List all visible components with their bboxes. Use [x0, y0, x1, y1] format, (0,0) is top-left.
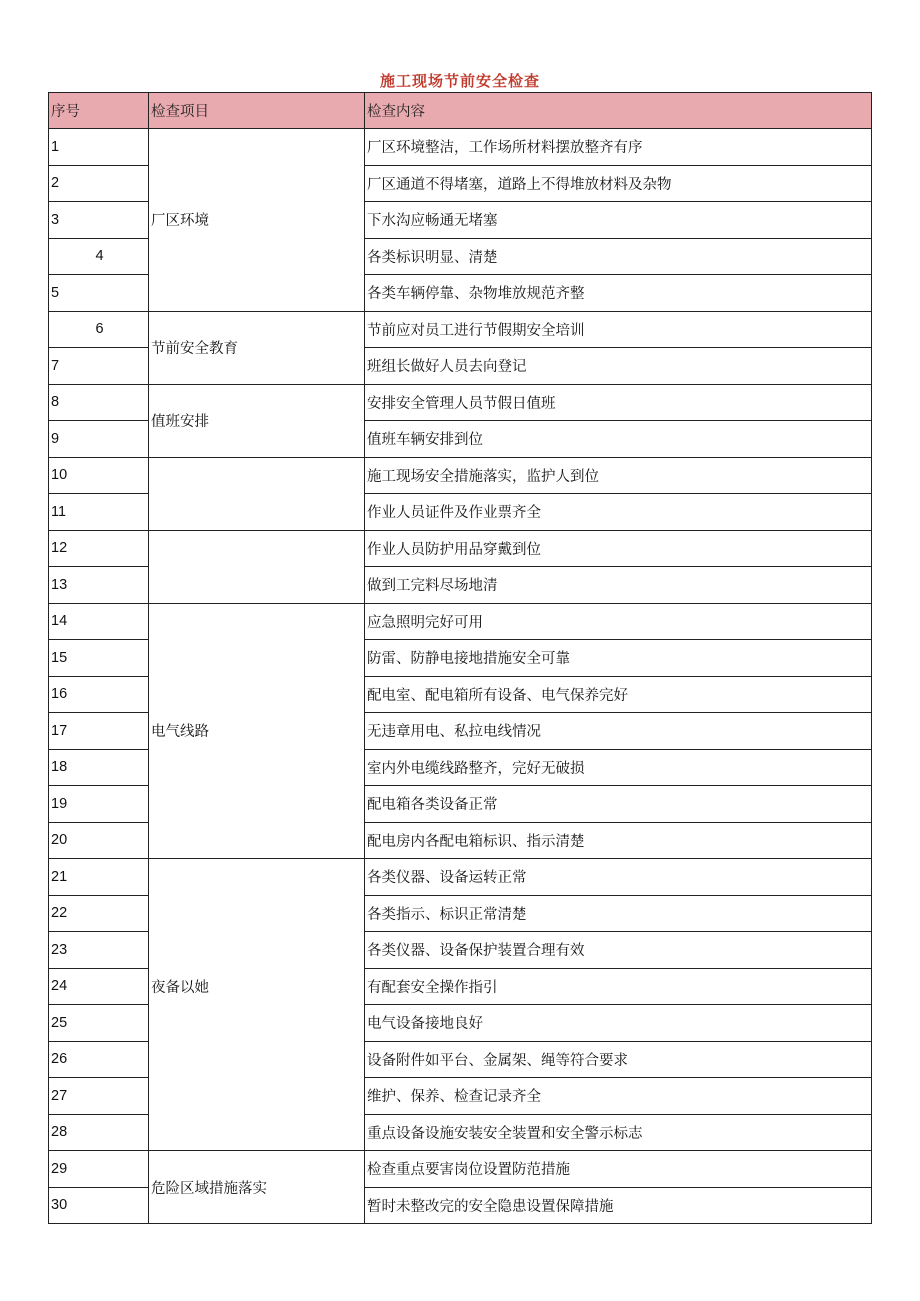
row-no: 2: [49, 165, 149, 202]
header-content: 检查内容: [365, 93, 872, 129]
group-site-blank-b: [149, 530, 365, 603]
row-content: 下水沟应畅通无堵塞: [365, 202, 872, 239]
row-no: 15: [49, 640, 149, 677]
group-factory-env: 厂区环境: [149, 129, 365, 312]
row-no: 29: [49, 1151, 149, 1188]
group-duty: 值班安排: [149, 384, 365, 457]
row-content: 室内外电缆线路整齐，完好无破损: [365, 749, 872, 786]
row-no: 6: [49, 311, 149, 348]
row-no: 19: [49, 786, 149, 823]
row-no: 17: [49, 713, 149, 750]
document-title: 施工现场节前安全检查: [379, 72, 540, 90]
row-no: 16: [49, 676, 149, 713]
row-content: 节前应对员工进行节假期安全培训: [365, 311, 872, 348]
row-content: 安排安全管理人员节假日值班: [365, 384, 872, 421]
row-content: 配电房内各配电箱标识、指示清楚: [365, 822, 872, 859]
row-no: 10: [49, 457, 149, 494]
group-electric: 电气线路: [149, 603, 365, 859]
row-content: 班组长做好人员去向登记: [365, 348, 872, 385]
row-no: 5: [49, 275, 149, 312]
row-no: 22: [49, 895, 149, 932]
row-content: 作业人员证件及作业票齐全: [365, 494, 872, 531]
table-row: [49, 859, 872, 896]
row-content: 厂区通道不得堵塞，道路上不得堆放材料及杂物: [365, 165, 872, 202]
header-no: 序号: [49, 93, 149, 129]
row-no: 30: [49, 1187, 149, 1224]
table-row: [49, 384, 872, 421]
row-content: 无违章用电、私拉电线情况: [365, 713, 872, 750]
row-no: 8: [49, 384, 149, 421]
table-row: [49, 129, 872, 166]
row-content: 重点设备设施安装安全装置和安全警示标志: [365, 1114, 872, 1151]
row-content: 应急照明完好可用: [365, 603, 872, 640]
row-no: 26: [49, 1041, 149, 1078]
row-no: 13: [49, 567, 149, 604]
row-no: 1: [49, 129, 149, 166]
row-content: 各类标识明显、清楚: [365, 238, 872, 275]
row-content: 设备附件如平台、金属架、绳等符合要求: [365, 1041, 872, 1078]
row-content: 防雷、防静电接地措施安全可靠: [365, 640, 872, 677]
row-content: 电气设备接地良好: [365, 1005, 872, 1042]
row-no: 18: [49, 749, 149, 786]
row-no: 9: [49, 421, 149, 458]
row-no: 20: [49, 822, 149, 859]
row-no: 23: [49, 932, 149, 969]
row-content: 各类车辆停靠、杂物堆放规范齐整: [365, 275, 872, 312]
inspection-table: [48, 92, 872, 1224]
row-no: 4: [49, 238, 149, 275]
group-site-blank-a: [149, 457, 365, 530]
row-no: 3: [49, 202, 149, 239]
table-row: [49, 603, 872, 640]
row-no: 21: [49, 859, 149, 896]
row-content: 值班车辆安排到位: [365, 421, 872, 458]
row-content: 配电箱各类设备正常: [365, 786, 872, 823]
header-item: 检查项目: [149, 93, 365, 129]
row-content: 暂时未整改完的安全隐患设置保障措施: [365, 1187, 872, 1224]
row-no: 24: [49, 968, 149, 1005]
row-content: 作业人员防护用品穿戴到位: [365, 530, 872, 567]
table-row: [49, 457, 872, 494]
table-row: [49, 530, 872, 567]
group-pre-holiday-edu: 节前安全教育: [149, 311, 365, 384]
row-content: 各类指示、标识正常清楚: [365, 895, 872, 932]
row-no: 7: [49, 348, 149, 385]
row-content: 各类仪器、设备运转正常: [365, 859, 872, 896]
row-content: 施工现场安全措施落实，监护人到位: [365, 457, 872, 494]
row-content: 配电室、配电箱所有设备、电气保养完好: [365, 676, 872, 713]
row-no: 28: [49, 1114, 149, 1151]
row-content: 有配套安全操作指引: [365, 968, 872, 1005]
row-content: 做到工完料尽场地清: [365, 567, 872, 604]
group-equipment: [149, 859, 365, 1151]
group-equipment-label: 夜备以她: [151, 980, 209, 996]
row-content: 厂区环境整洁，工作场所材料摆放整齐有序: [365, 129, 872, 166]
row-no: 25: [49, 1005, 149, 1042]
row-content: 维护、保养、检查记录齐全: [365, 1078, 872, 1115]
row-no: 14: [49, 603, 149, 640]
table-row: [49, 311, 872, 348]
row-content: 检查重点要害岗位设置防范措施: [365, 1151, 872, 1188]
table-row: [49, 1151, 872, 1188]
table-header-row: [49, 93, 872, 129]
group-danger-zone: 危险区域措施落实: [149, 1151, 365, 1224]
row-no: 12: [49, 530, 149, 567]
row-content: 各类仪器、设备保护装置合理有效: [365, 932, 872, 969]
row-no: 11: [49, 494, 149, 531]
row-no: 27: [49, 1078, 149, 1115]
